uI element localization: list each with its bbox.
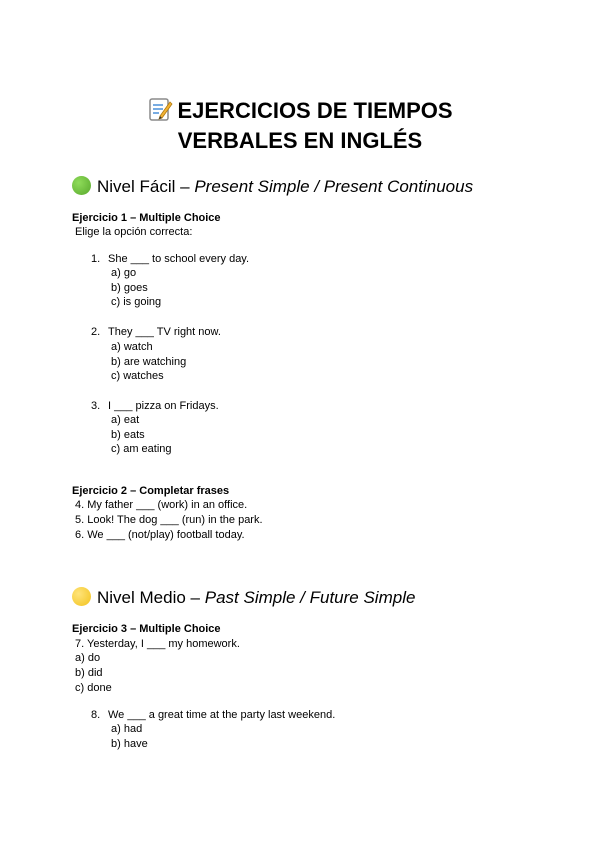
level-easy-name: Nivel Fácil – xyxy=(97,177,190,196)
title-text-line1: EJERCICIOS DE TIEMPOS xyxy=(177,98,453,123)
answer-option: b) have xyxy=(111,738,148,750)
level-easy-tenses: Present Simple / Present Continuous xyxy=(194,177,474,196)
question-number: 8. xyxy=(91,709,101,721)
memo-icon xyxy=(147,96,173,122)
page-title-line1 xyxy=(0,96,600,126)
question-text: 7. Yesterday, I ___ my homework. xyxy=(75,638,240,650)
answer-option: a) eat xyxy=(111,414,140,426)
answer-option: b) eats xyxy=(111,429,145,441)
answer-option: a) do xyxy=(75,652,101,664)
answer-option: a) go xyxy=(111,267,137,279)
fill-in-item: 6. We ___ (not/play) football today. xyxy=(75,529,245,541)
ex1-title: Ejercicio 1 – Multiple Choice xyxy=(72,212,221,224)
answer-option: b) are watching xyxy=(111,356,187,368)
answer-option: c) is going xyxy=(111,296,162,308)
ex1-instruction: Elige la opción correcta: xyxy=(75,226,193,238)
answer-option: b) did xyxy=(75,667,103,679)
answer-option: a) had xyxy=(111,723,143,735)
level-medium-heading xyxy=(72,587,415,609)
answer-option: b) goes xyxy=(111,282,148,294)
fill-in-item: 4. My father ___ (work) in an office. xyxy=(75,499,248,511)
page-title-line2: VERBALES EN INGLÉS xyxy=(177,128,423,153)
green-circle-icon xyxy=(72,176,91,195)
ex3-title: Ejercicio 3 – Multiple Choice xyxy=(72,623,221,635)
answer-option: a) watch xyxy=(111,341,153,353)
level-medium-name: Nivel Medio – xyxy=(97,588,200,607)
question-text: She ___ to school every day. xyxy=(108,253,250,265)
answer-option: c) watches xyxy=(111,370,164,382)
level-easy-heading xyxy=(72,176,473,198)
answer-option: c) am eating xyxy=(111,443,172,455)
question-number: 2. xyxy=(91,326,101,338)
question-number: 1. xyxy=(91,253,101,265)
question-text: We ___ a great time at the party last weekend. xyxy=(108,709,336,721)
ex2-title: Ejercicio 2 – Completar frases xyxy=(72,485,230,497)
level-medium-tenses: Past Simple / Future Simple xyxy=(204,588,416,607)
yellow-circle-icon xyxy=(72,587,91,606)
question-text: They ___ TV right now. xyxy=(108,326,221,338)
answer-option: c) done xyxy=(75,682,112,694)
question-number: 3. xyxy=(91,400,101,412)
question-text: I ___ pizza on Fridays. xyxy=(108,400,219,412)
fill-in-item: 5. Look! The dog ___ (run) in the park. xyxy=(75,514,263,526)
